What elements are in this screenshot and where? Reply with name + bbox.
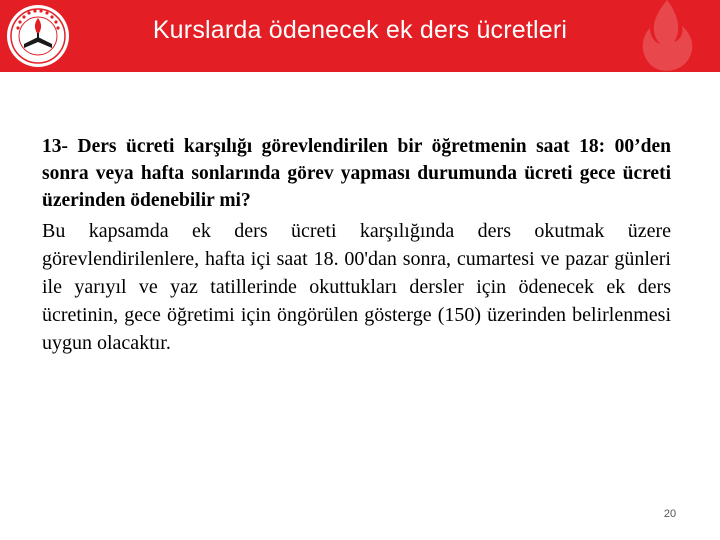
flame-watermark-icon	[622, 0, 712, 72]
slide-title: Kurslarda ödenecek ek ders ücretleri	[152, 16, 568, 44]
answer-paragraph: Bu kapsamda ek ders ücreti karşılığında ders okutmak üzere görevlendirilenlere, hafta içi saat 18. 00'dan sonra, cumartesi ve pazar günleri ile yarıyıl ve yaz tatillerinde okuttukları dersler için ödenecek ek ders ücretinin, gece öğretimi için öngörülen gösterge (150) üzerinden belirlenmesi uygun olacaktır.	[42, 220, 671, 354]
slide-body	[42, 133, 671, 357]
question-paragraph: 13- Ders ücreti karşılığı görevlendirilen bir öğretmenin saat 18: 00’den sonra veya hafta sonlarında görev yapması durumunda ücreti gece ücreti üzerinden ödenebilir mi?	[42, 136, 671, 211]
slide-header	[0, 0, 720, 72]
page-number: 20	[663, 508, 677, 520]
